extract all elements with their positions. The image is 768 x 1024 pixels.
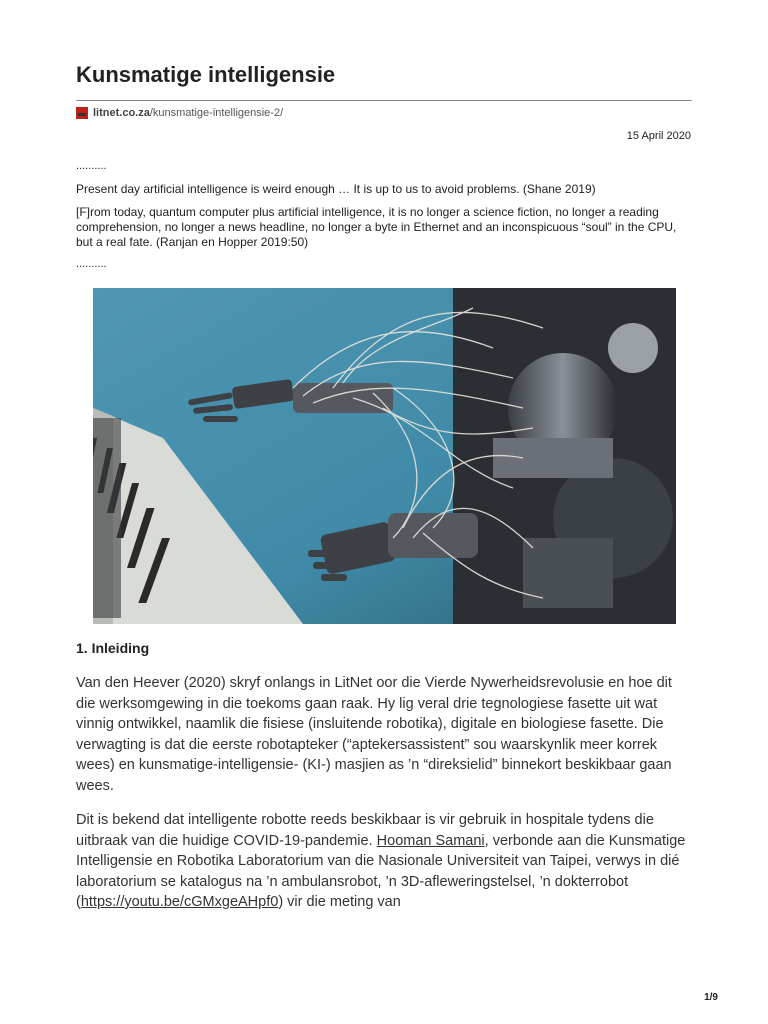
page-title: Kunsmatige intelligensie xyxy=(76,62,336,87)
hooman-samani-link[interactable]: Hooman Samani xyxy=(376,832,485,849)
dots-bottom: .......... xyxy=(76,258,107,270)
paragraph-text: , verbonde aan die Kunsmatige Intelligensie en Robotika Laboratorium van die Nasionale Universiteit van Taipei, verwys in dié laboratorium se katalogus na ’n ambulansrobot, ’n 3D-afleweringstelsel, ’n dokterrobot ( xyxy=(76,832,686,910)
page-number: 1/9 xyxy=(704,992,718,1003)
dots-top: .......... xyxy=(76,160,107,172)
robot-piano-image xyxy=(93,288,676,624)
epigraph-quote-1: Present day artificial intelligence is weird enough … It is up to us to avoid problems. (Shane 2019) xyxy=(76,182,596,196)
litnet-logo-icon xyxy=(76,107,88,119)
paragraph-intro-1: Van den Heever (2020) skryf onlangs in LitNet oor die Vierde Nywerheidsrevolusie en hoe dit die werksomgewing in die toekoms gaan raak. Hy lig veral drie tegnologiese fasette uit wat vinnig ontwikkel, naamlik die fisiese (insluitende robotika), digitale en biologiese fasette. Die verwagting is dat die eerste robotapteker (“aptekersassistent” sou waarskynlik meer korrek wees) en kunsmatige-intelligensie- (KI-) masjien as ’n “direksielid” binnekort beskikbaar gaan wees. xyxy=(76,675,672,794)
paragraph-intro-2 xyxy=(76,810,692,913)
youtube-link[interactable]: https://youtu.be/cGMxgeAHpf0 xyxy=(80,894,279,910)
source-domain: litnet.co.za xyxy=(93,107,150,119)
paragraph-text: ) vir die meting van xyxy=(278,894,401,910)
title-divider xyxy=(76,100,692,101)
source-path: /kunsmatige-intelligensie-2/ xyxy=(149,107,284,119)
paragraph-text: Dit is bekend dat intelligente robotte reeds beskikbaar is vir gebruik in hospitale tydens die uitbraak van die huidige COVID-19-pandemie. xyxy=(76,812,654,849)
section-heading: 1. Inleiding xyxy=(76,640,150,656)
source-line xyxy=(76,107,283,119)
epigraph-quote-2: [F]rom today, quantum computer plus artificial intelligence, it is no longer a science fiction, no longer a reading comprehension, no longer a news headline, no longer a byte in Ethernet and an inconspicuous “soul” in the CPU, but a real fate. (Ranjan en Hopper 2019:50) xyxy=(76,205,677,249)
publish-date: 15 April 2020 xyxy=(626,130,691,142)
source-link[interactable] xyxy=(93,107,283,119)
